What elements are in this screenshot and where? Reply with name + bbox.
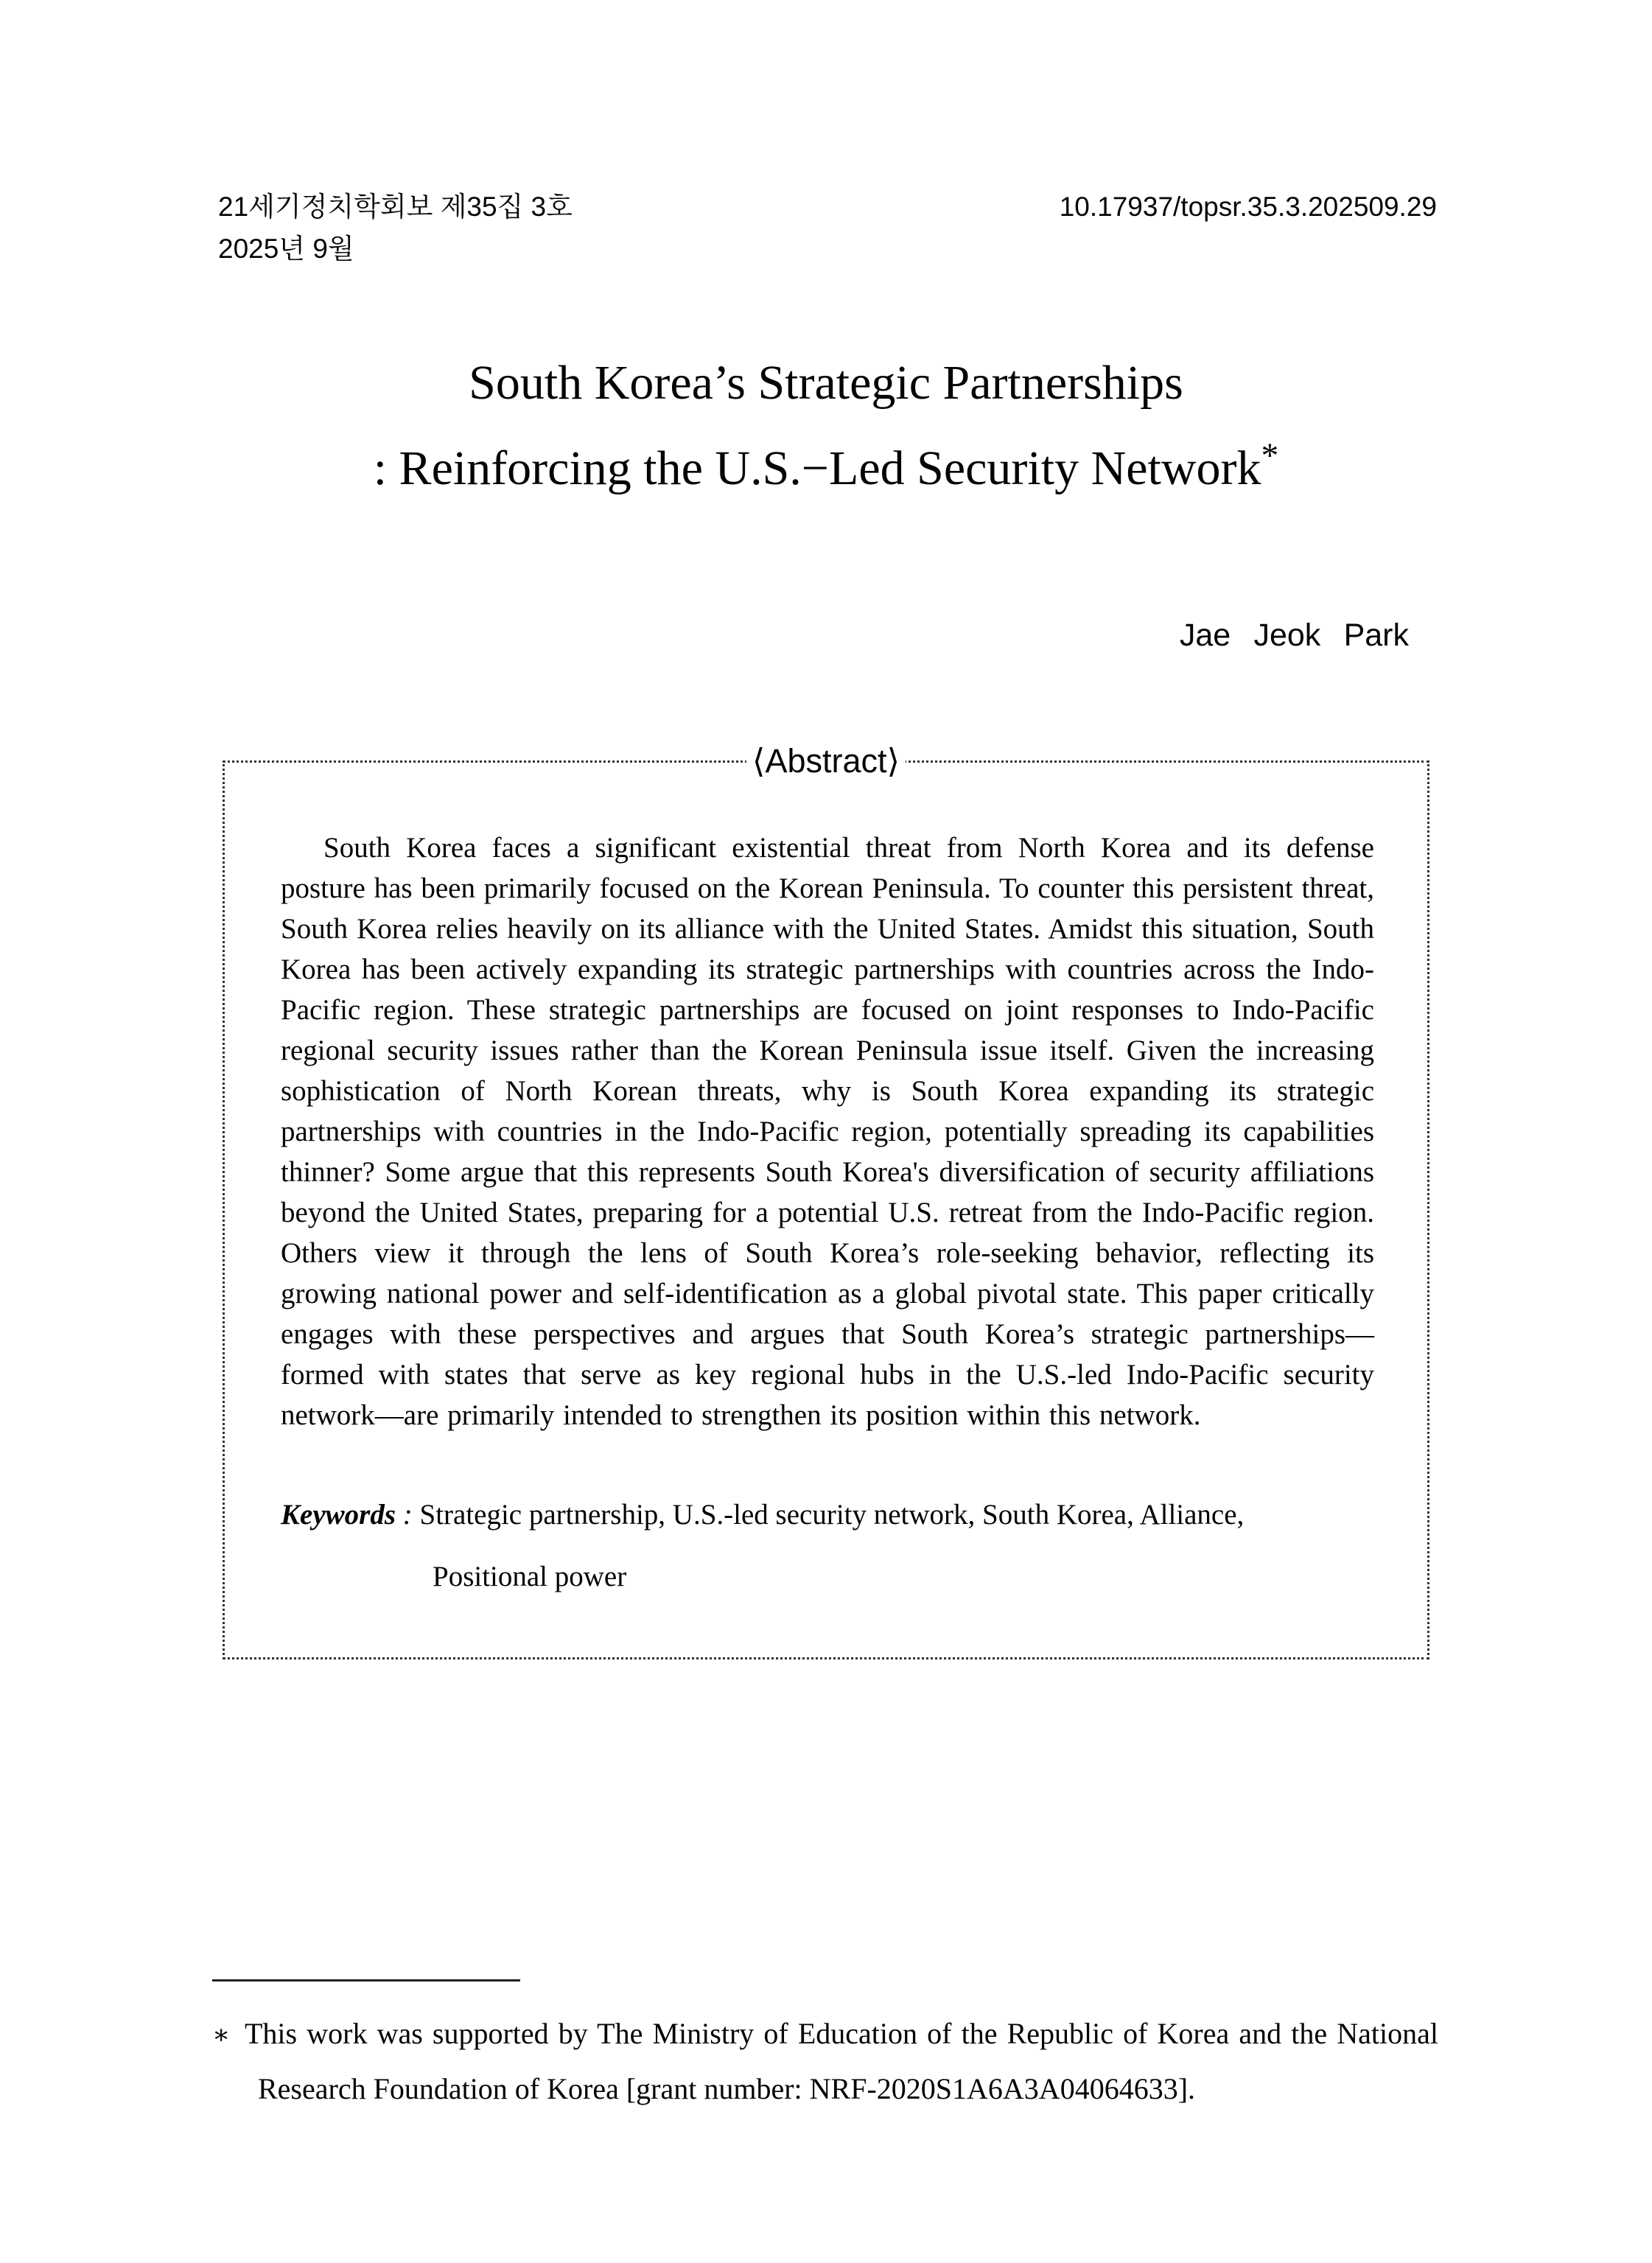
footnote [212,2007,1438,2116]
paper-title-line2 [0,426,1652,511]
author-name: Jae Jeok Park [1179,618,1409,653]
title-asterisk: * [1261,437,1279,475]
keywords [281,1484,1374,1608]
journal-info [218,186,573,270]
page-header [218,186,1437,270]
footnote-marker: ∗ [212,2020,231,2049]
footnote-area [212,1979,1438,2116]
footnote-rule [212,1979,520,1982]
keywords-line1: Strategic partnership, U.S.-led security network, South Korea, Alliance, [419,1499,1245,1531]
keywords-separator: : [396,1499,420,1531]
abstract-label: ⟨Abstract⟩ [746,739,906,783]
paper-title [0,340,1652,511]
doi: 10.17937/topsr.35.3.202509.29 [1059,192,1437,222]
journal-issue: 21세기정치학회보 제35집 3호 [218,192,573,222]
keywords-label: Keywords [281,1499,396,1531]
paper-title-line1: South Korea’s Strategic Partnerships [469,356,1183,410]
paper-title-line2-text: : Reinforcing the U.S.−Led Security Network [373,441,1261,495]
keywords-line2: Positional power [433,1561,627,1592]
footnote-text: This work was supported by The Ministry of Education of the Republic of Korea and the National Research Foundation of Korea [grant number: NRF-2020S1A6A3A04064633]. [245,2017,1438,2105]
journal-date: 2025년 9월 [218,234,354,264]
abstract-text: South Korea faces a significant existential threat from North Korea and its defense posture has been primarily focused on the Korean Peninsula. To counter this persistent threat, South Korea relies heavily on its alliance with the United States. Amidst this situation, South Korea has been actively expanding its strategic partnerships with countries across the Indo-Pacific region. These strategic partnerships are focused on joint responses to Indo-Pacific regional security issues rather than the Korean Peninsula issue itself. Given the increasing sophistication of North Korean threats, why is South Korea expanding its strategic partnerships with countries in the Indo-Pacific region, potentially spreading its capabilities thinner? Some argue that this represents South Korea's diversification of security affiliations beyond the United States, preparing for a potential U.S. retreat from the Indo-Pacific region. Others view it through the lens of South Korea’s role-seeking behavior, reflecting its growing national power and self-identification as a global pivotal state. This paper critically engages with these perspectives and argues that South Korea’s strategic partnerships—formed with states that serve as key regional hubs in the U.S.-led Indo-Pacific security network—are primarily intended to strengthen its position within this network. [281,832,1374,1431]
abstract-box [223,742,1429,1659]
